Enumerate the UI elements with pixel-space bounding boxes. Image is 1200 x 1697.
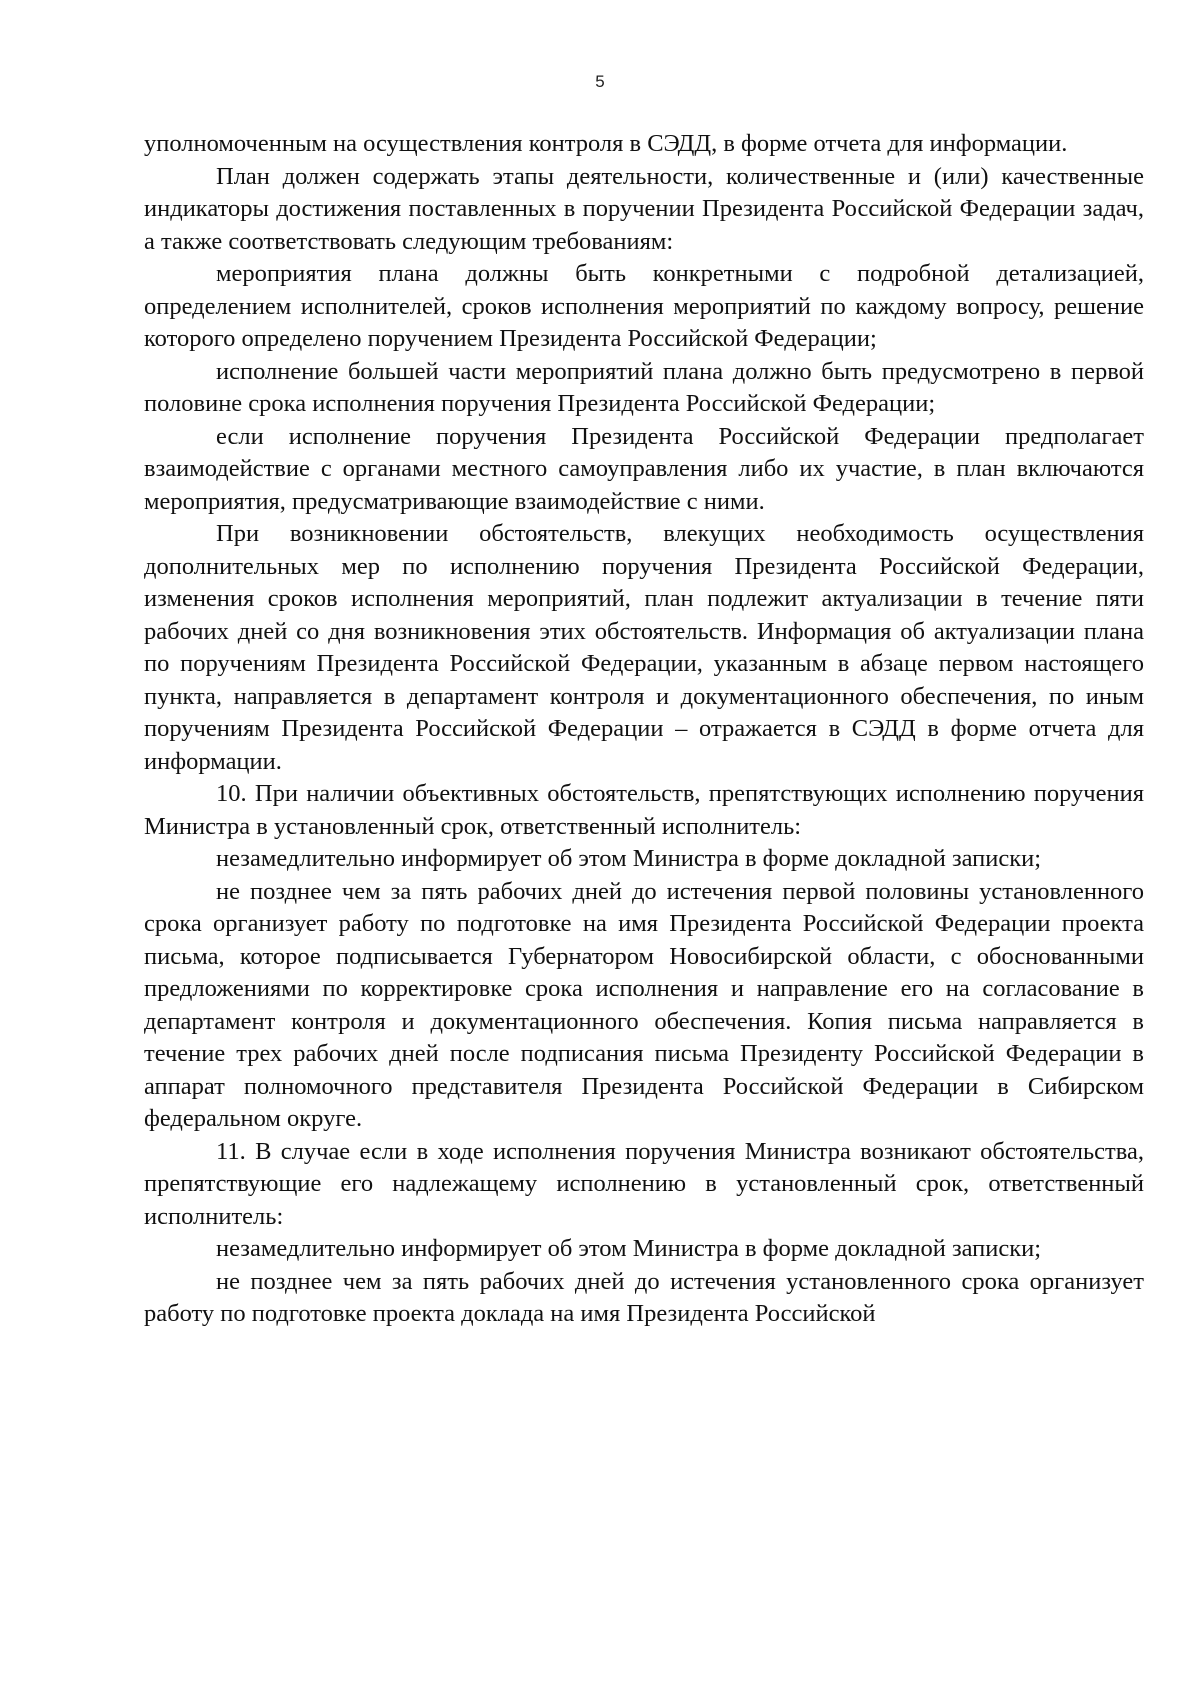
paragraph-plan-requirements: План должен содержать этапы деятельности, количественные и (или) качественные индикаторы достижения поставленных в поручении Президента Российской Федерации задач, а также соответствовать следующим требованиям: [144,162,1144,255]
paragraph-item-10-letter: не позднее чем за пять рабочих дней до истечения первой половины установленного срока организует работу по подготовке на имя Президента Российской Федерации проекта письма, которое подписывается Губернатором Новосибирской области, с обоснованными предложениями по корректировке срока исполнения и направление его на согласование в департамент контроля и документационного обеспечения. Копия письма направляется в течение трех рабочих дней после подписания письма Президенту Российской Федерации в аппарат полномочного представителя Президента Российской Федерации в Сибирском федеральном округе. [144,877,1144,1132]
paragraph-item-11-inform: незамедлительно информирует об этом Министра в форме докладной записки; [216,1235,1042,1262]
page-number: 5 [595,72,605,91]
paragraph-continuation: уполномоченным на осуществления контроля в СЭДД, в форме отчета для информации. [144,130,1068,157]
paragraph-plan-specifics: мероприятия плана должны быть конкретными с подробной детализацией, определением исполнителей, сроков исполнения мероприятий по каждому вопросу, решение которого определено поручением Президента Российской Федерации; [144,260,1144,352]
paragraph-plan-actualization: При возникновении обстоятельств, влекущих необходимость осуществления дополнительных мер по исполнению поручения Президента Российской Федерации, изменения сроков исполнения мероприятий, план подлежит актуализации в течение пяти рабочих дней со дня возникновения этих обстоятельств. Информация об актуализации плана по поручениям Президента Российской Федерации, указанным в абзаце первом настоящего пункта, направляется в департамент контроля и документационного обеспечения, по иным поручениям Президента Российской Федерации – отражается в СЭДД в форме отчета для информации. [144,520,1144,775]
paragraph-item-10-inform: незамедлительно информирует об этом Министра в форме докладной записки; [216,845,1042,872]
paragraph-plan-local-government: если исполнение поручения Президента Российской Федерации предполагает взаимодействие с органами местного самоуправления либо их участие, в план включаются мероприятия, предусматривающие взаимодействие с ними. [144,422,1144,515]
paragraph-item-11-report: не позднее чем за пять рабочих дней до истечения установленного срока организует работу по подготовке проекта доклада на имя Президента Российской [144,1267,1144,1327]
paragraph-plan-first-half: исполнение большей части мероприятий плана должно быть предусмотрено в первой половине срока исполнения поручения Президента Российской Федерации; [144,357,1144,417]
paragraph-item-10: 10. При наличии объективных обстоятельств, препятствующих исполнению поручения Министра в установленный срок, ответственный исполнитель: [144,780,1144,840]
document-body [144,128,1144,1331]
paragraph-item-11: 11. В случае если в ходе исполнения поручения Министра возникают обстоятельства, препятствующие его надлежащему исполнению в установленный срок, ответственный исполнитель: [144,1137,1144,1230]
